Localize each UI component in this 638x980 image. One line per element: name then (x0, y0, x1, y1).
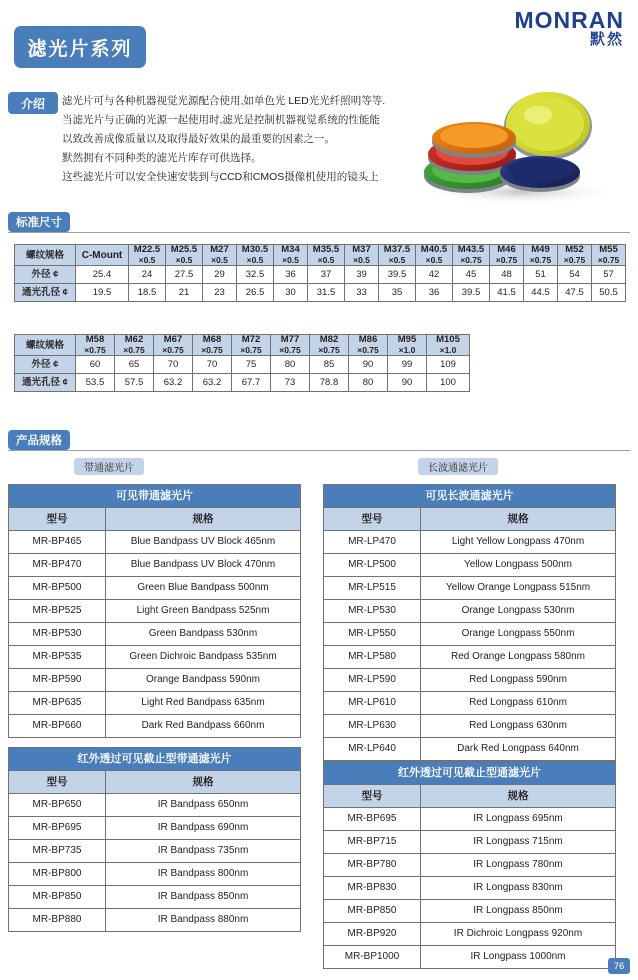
spec-cell: IR Longpass 715nm (421, 831, 616, 854)
model-cell: MR-LP500 (324, 554, 421, 577)
table-row (9, 692, 301, 715)
cell: 30 (274, 284, 308, 302)
thread-name: M62 (124, 334, 144, 345)
model-cell: MR-BP525 (9, 600, 106, 623)
row-label: 外径 ¢ (15, 356, 76, 374)
cell: 85 (310, 356, 349, 374)
thread-pitch: ×0.75 (318, 345, 340, 355)
cell: 63.2 (154, 374, 193, 392)
thread-pitch: ×1.0 (439, 345, 457, 355)
column-header-spec: 规格 (106, 508, 301, 531)
table-title: 可见长波通滤光片 (324, 485, 616, 508)
spec-cell: Light Red Bandpass 635nm (106, 692, 301, 715)
table-row (9, 794, 301, 817)
table-row (324, 692, 616, 715)
cell: 27.5 (166, 266, 203, 284)
cell: 57.5 (115, 374, 154, 392)
brand-name-cn: 默然 (589, 31, 624, 48)
thread-pitch: ×0.75 (201, 345, 223, 355)
thread-name: M67 (163, 334, 183, 345)
cell: 78.8 (310, 374, 349, 392)
thread-name: M72 (241, 334, 261, 345)
table-header-row (9, 508, 301, 531)
spec-cell: IR Bandpass 690nm (106, 817, 301, 840)
thread-name: M82 (319, 334, 339, 345)
cell: 80 (271, 356, 310, 374)
cell: 90 (388, 374, 427, 392)
model-cell: MR-BP660 (9, 715, 106, 738)
table-row (9, 623, 301, 646)
table-vis-bandpass (8, 484, 301, 738)
table-row (9, 840, 301, 863)
cell: 67.7 (232, 374, 271, 392)
table-title-row (324, 762, 616, 785)
spec-cell: Yellow Orange Longpass 515nm (421, 577, 616, 600)
model-cell: MR-BP465 (9, 531, 106, 554)
thread-name: M49 (531, 244, 550, 255)
table-title: 可见带通滤光片 (9, 485, 301, 508)
cell: 99 (388, 356, 427, 374)
cell: 50.5 (592, 284, 626, 302)
table-ir-longpass (323, 761, 616, 969)
thread-pitch: ×0.75 (563, 255, 586, 265)
model-cell: MR-BP780 (324, 854, 421, 877)
table-row (324, 577, 616, 600)
model-cell: MR-LP580 (324, 646, 421, 669)
model-cell: MR-BP850 (324, 900, 421, 923)
spec-cell: IR Bandpass 800nm (106, 863, 301, 886)
table-row (324, 715, 616, 738)
row-label: 外径 ¢ (15, 266, 76, 284)
thread-name: M35.5 (312, 244, 340, 255)
cell: 26.5 (237, 284, 274, 302)
table-row (15, 356, 470, 374)
filters-illustration (400, 84, 628, 208)
table-row (324, 554, 616, 577)
table-row (9, 646, 301, 669)
spec-cell: IR Longpass 695nm (421, 808, 616, 831)
model-cell: MR-BP535 (9, 646, 106, 669)
table-row (324, 946, 616, 969)
thread-pitch: ×0.75 (495, 255, 518, 265)
cell: 32.5 (237, 266, 274, 284)
cell: 109 (427, 356, 470, 374)
page-title: 滤光片系列 (14, 26, 146, 68)
cell: 42 (416, 266, 453, 284)
thread-pitch: ×0.75 (460, 255, 482, 265)
divider (8, 450, 630, 451)
spec-cell: IR Bandpass 735nm (106, 840, 301, 863)
brand-logo (515, 8, 625, 48)
model-cell: MR-BP735 (9, 840, 106, 863)
spec-cell: Orange Longpass 550nm (421, 623, 616, 646)
product-photo (400, 84, 628, 208)
table-row (324, 877, 616, 900)
spec-cell: Red Longpass 590nm (421, 669, 616, 692)
model-cell: MR-LP470 (324, 531, 421, 554)
table-row (9, 577, 301, 600)
thread-pitch: ×0.75 (240, 345, 262, 355)
table-row (9, 554, 301, 577)
sub-label-bandpass: 带通滤光片 (74, 458, 144, 475)
cell: 80 (349, 374, 388, 392)
cell: 29 (203, 266, 237, 284)
thread-name: M34 (281, 244, 300, 255)
table-title-row (324, 485, 616, 508)
spec-cell: Green Blue Bandpass 500nm (106, 577, 301, 600)
thread-pitch: ×0.5 (425, 255, 443, 265)
spec-cell: IR Bandpass 850nm (106, 886, 301, 909)
column-header-model: 型号 (9, 771, 106, 794)
cell: 70 (154, 356, 193, 374)
table-row (324, 623, 616, 646)
thread-name: M52 (565, 244, 584, 255)
intro-line: 以致改善成像质量以及取得最好效果的最重要的因素之一。 (62, 133, 335, 145)
table-row (324, 669, 616, 692)
thread-pitch: ×0.5 (138, 255, 156, 265)
cell: 18.5 (129, 284, 166, 302)
table-header-row (324, 508, 616, 531)
model-cell: MR-LP630 (324, 715, 421, 738)
model-cell: MR-BP715 (324, 831, 421, 854)
table-row (15, 245, 626, 266)
thread-pitch: ×0.5 (246, 255, 264, 265)
cell: 41.5 (490, 284, 524, 302)
spec-cell: IR Longpass 1000nm (421, 946, 616, 969)
thread-pitch: ×0.75 (597, 255, 620, 265)
spec-cell: IR Longpass 830nm (421, 877, 616, 900)
thread-pitch: ×0.75 (529, 255, 552, 265)
model-cell: MR-BP850 (9, 886, 106, 909)
cell: 45 (453, 266, 490, 284)
spec-cell: IR Bandpass 880nm (106, 909, 301, 932)
spec-cell: IR Bandpass 650nm (106, 794, 301, 817)
cell: 48 (490, 266, 524, 284)
thread-name: M95 (397, 334, 417, 345)
thread-pitch: ×0.5 (211, 255, 228, 265)
spec-cell: Light Yellow Longpass 470nm (421, 531, 616, 554)
table-header-row (9, 771, 301, 794)
table-row (9, 909, 301, 932)
model-cell: MR-BP830 (324, 877, 421, 900)
thread-pitch: ×0.5 (282, 255, 299, 265)
table-row (324, 808, 616, 831)
thread-name: M77 (280, 334, 300, 345)
cell: 21 (166, 284, 203, 302)
spec-cell: Red Orange Longpass 580nm (421, 646, 616, 669)
row-label: 通光孔径 ¢ (15, 284, 76, 302)
model-cell: MR-BP1000 (324, 946, 421, 969)
cell: 90 (349, 356, 388, 374)
model-cell: MR-BP500 (9, 577, 106, 600)
spec-cell: Green Dichroic Bandpass 535nm (106, 646, 301, 669)
cell: 39.5 (453, 284, 490, 302)
table-row (324, 531, 616, 554)
cell: 37 (308, 266, 345, 284)
thread-name: M46 (497, 244, 516, 255)
thread-pitch: ×0.5 (175, 255, 193, 265)
row-label: 通光孔径 ¢ (15, 374, 76, 392)
model-cell: MR-LP610 (324, 692, 421, 715)
thread-pitch: ×0.75 (357, 345, 379, 355)
page-number: 76 (608, 958, 630, 974)
c-mount-cell: C-Mount (76, 245, 129, 266)
intro-tag: 介绍 (8, 92, 58, 114)
section-label-size: 标准尺寸 (8, 212, 70, 232)
spec-cell: Red Longpass 610nm (421, 692, 616, 715)
table-row (9, 863, 301, 886)
thread-pitch: ×0.5 (317, 255, 335, 265)
row-label: 螺纹规格 (15, 335, 76, 356)
model-cell: MR-BP650 (9, 794, 106, 817)
spec-cell: Blue Bandpass UV Block 470nm (106, 554, 301, 577)
spacer (8, 738, 301, 747)
brand-name: MONRAN (514, 7, 624, 33)
spec-cell: IR Longpass 850nm (421, 900, 616, 923)
cell: 19.5 (76, 284, 129, 302)
thread-pitch: ×0.75 (84, 345, 106, 355)
table-row (324, 600, 616, 623)
cell: 63.2 (193, 374, 232, 392)
model-cell: MR-BP800 (9, 863, 106, 886)
cell: 24 (129, 266, 166, 284)
model-cell: MR-BP470 (9, 554, 106, 577)
model-cell: MR-BP880 (9, 909, 106, 932)
thread-pitch: ×0.5 (353, 255, 370, 265)
intro-line: 当滤光片与正确的光源一起使用时,滤光是控制机器视觉系统的性能能 (62, 114, 380, 126)
thread-pitch: ×0.5 (388, 255, 406, 265)
table-row (15, 374, 470, 392)
section-label-spec: 产品规格 (8, 430, 70, 450)
row-label: 螺纹规格 (15, 245, 76, 266)
thread-name: M37.5 (383, 244, 411, 255)
thread-pitch: ×0.75 (123, 345, 145, 355)
thread-name: M22.5 (133, 244, 161, 255)
table-row (9, 817, 301, 840)
cell: 33 (345, 284, 379, 302)
intro-line: 默然拥有不同种类的滤光片库存可供选择。 (62, 152, 262, 164)
intro-line: 这些滤光片可以安全快速安装到与CCD和CMOS摄像机使用的镜头上 (62, 171, 379, 183)
cell: 51 (524, 266, 558, 284)
thread-pitch: ×0.75 (279, 345, 301, 355)
table-title: 红外透过可见截止型通滤光片 (324, 762, 616, 785)
table-row (15, 266, 626, 284)
spec-cell: Dark Red Bandpass 660nm (106, 715, 301, 738)
table-header-row (324, 785, 616, 808)
table-row (324, 831, 616, 854)
model-cell: MR-LP590 (324, 669, 421, 692)
dimension-table-1 (14, 244, 626, 302)
cell: 23 (203, 284, 237, 302)
cell: 39 (345, 266, 379, 284)
column-header-model: 型号 (324, 508, 421, 531)
thread-name: M30.5 (241, 244, 269, 255)
column-header-model: 型号 (324, 785, 421, 808)
table-title-row (9, 485, 301, 508)
spec-column-left (8, 484, 301, 932)
column-header-model: 型号 (9, 508, 106, 531)
dimension-table-2 (14, 334, 470, 392)
thread-name: M27 (210, 244, 229, 255)
table-row (9, 669, 301, 692)
thread-name: M40.5 (420, 244, 448, 255)
spec-cell: Orange Bandpass 590nm (106, 669, 301, 692)
thread-name: M55 (599, 244, 618, 255)
table-row (9, 886, 301, 909)
table-row (324, 646, 616, 669)
table-row (15, 335, 470, 356)
spec-column-right (323, 484, 616, 969)
model-cell: MR-BP695 (324, 808, 421, 831)
column-header-spec: 规格 (106, 771, 301, 794)
spec-cell: Dark Red Longpass 640nm (421, 738, 616, 761)
table-row (324, 923, 616, 946)
spec-cell: Orange Longpass 530nm (421, 600, 616, 623)
cell: 47.5 (558, 284, 592, 302)
thread-name: M105 (436, 334, 460, 345)
cell: 36 (274, 266, 308, 284)
table-row (9, 531, 301, 554)
thread-name: M86 (358, 334, 378, 345)
intro-text (62, 92, 392, 187)
table-row (9, 715, 301, 738)
thread-pitch: ×1.0 (398, 345, 416, 355)
cell: 57 (592, 266, 626, 284)
table-title-row (9, 748, 301, 771)
table-row (324, 854, 616, 877)
cell: 44.5 (524, 284, 558, 302)
table-row (324, 738, 616, 761)
table-row (9, 600, 301, 623)
model-cell: MR-LP515 (324, 577, 421, 600)
cell: 53.5 (76, 374, 115, 392)
table-row (324, 900, 616, 923)
thread-name: M37 (352, 244, 371, 255)
thread-name: M25.5 (170, 244, 198, 255)
spec-cell: Yellow Longpass 500nm (421, 554, 616, 577)
sub-label-longpass: 长波通滤光片 (418, 458, 498, 475)
cell: 60 (76, 356, 115, 374)
cell: 54 (558, 266, 592, 284)
cell: 39.5 (379, 266, 416, 284)
table-title: 红外透过可见截止型带通滤光片 (9, 748, 301, 771)
model-cell: MR-BP635 (9, 692, 106, 715)
thread-pitch: ×0.75 (162, 345, 184, 355)
model-cell: MR-BP920 (324, 923, 421, 946)
thread-name: M68 (202, 334, 222, 345)
cell: 25.4 (76, 266, 129, 284)
spec-cell: IR Longpass 780nm (421, 854, 616, 877)
model-cell: MR-BP590 (9, 669, 106, 692)
cell: 65 (115, 356, 154, 374)
table-vis-longpass (323, 484, 616, 761)
table-row (15, 284, 626, 302)
cell: 100 (427, 374, 470, 392)
spec-cell: IR Dichroic Longpass 920nm (421, 923, 616, 946)
spec-cell: Green Bandpass 530nm (106, 623, 301, 646)
thread-name: M43.5 (457, 244, 485, 255)
table-ir-bandpass (8, 747, 301, 932)
cell: 36 (416, 284, 453, 302)
thread-name: M58 (85, 334, 105, 345)
column-header-spec: 规格 (421, 508, 616, 531)
divider (8, 232, 630, 233)
model-cell: MR-BP695 (9, 817, 106, 840)
spec-cell: Blue Bandpass UV Block 465nm (106, 531, 301, 554)
model-cell: MR-LP640 (324, 738, 421, 761)
spec-cell: Red Longpass 630nm (421, 715, 616, 738)
intro-line: 滤光片可与各种机器视觉光源配合使用,如单色光 LED光光纤照明等等. (62, 95, 386, 107)
cell: 35 (379, 284, 416, 302)
column-header-spec: 规格 (421, 785, 616, 808)
cell: 75 (232, 356, 271, 374)
cell: 31.5 (308, 284, 345, 302)
cell: 70 (193, 356, 232, 374)
spec-cell: Light Green Bandpass 525nm (106, 600, 301, 623)
cell: 73 (271, 374, 310, 392)
model-cell: MR-LP550 (324, 623, 421, 646)
model-cell: MR-LP530 (324, 600, 421, 623)
model-cell: MR-BP530 (9, 623, 106, 646)
